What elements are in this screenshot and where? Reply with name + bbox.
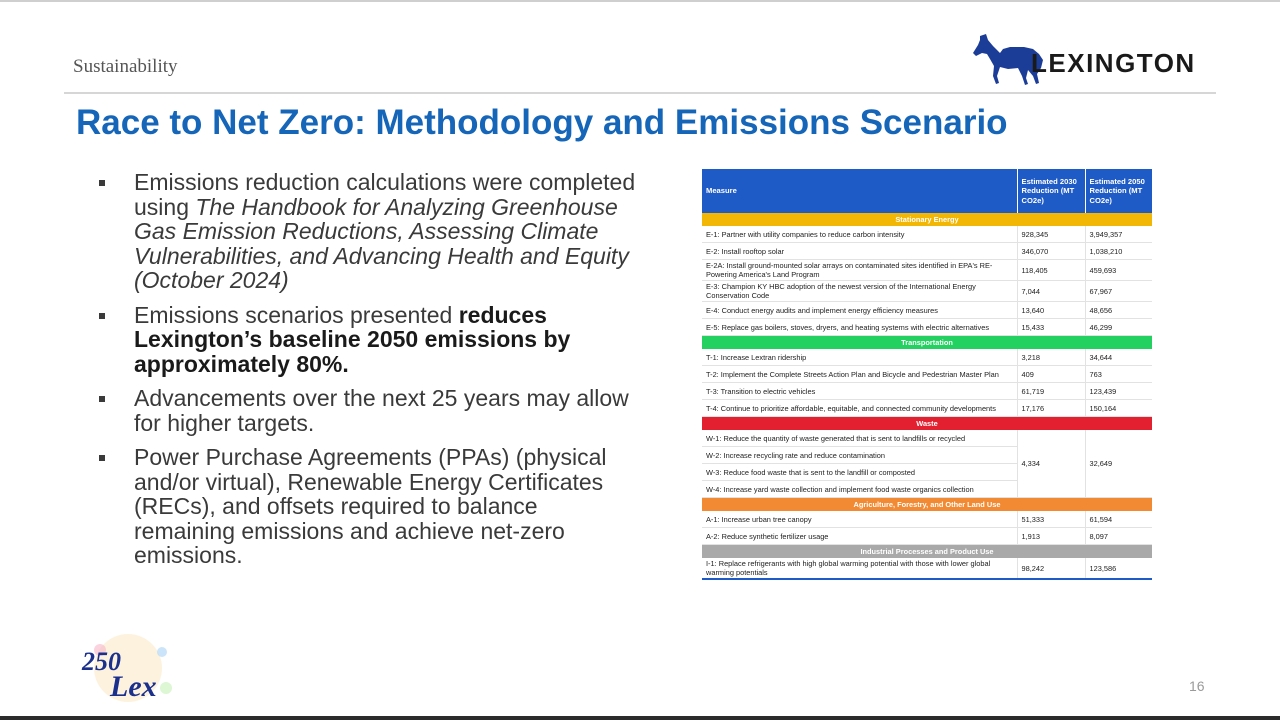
value-2050: 32,649 [1085,430,1152,498]
category-row-ippu [702,545,1152,559]
measure-cell: W-1: Reduce the quantity of waste generated that is sent to landfills or recycled [702,430,1017,447]
category-label: Industrial Processes and Product Use [702,545,1152,559]
value-2030: 3,218 [1017,349,1085,366]
category-row-afolu [702,498,1152,512]
value-2050: 48,656 [1085,302,1152,319]
bullet-icon [99,396,105,402]
measure-cell: W-3: Reduce food waste that is sent to the landfill or composted [702,464,1017,481]
category-label: Transportation [702,336,1152,350]
page-title: Race to Net Zero: Methodology and Emissions Scenario [76,103,1008,142]
bullet-text: Power Purchase Agreements (PPAs) (physical and/or virtual), Renewable Energy Certificates (RECs), and offsets required to balance remaining emissions and achieve net-zero emissions. [134,444,607,568]
table-row [702,349,1152,366]
bullet-icon [99,455,105,461]
value-2050: 459,693 [1085,260,1152,281]
bullet-list [97,170,637,578]
measure-cell: E-4: Conduct energy audits and implement energy efficiency measures [702,302,1017,319]
table-row [702,226,1152,243]
value-2030: 928,345 [1017,226,1085,243]
value-2050: 3,949,357 [1085,226,1152,243]
value-2030: 1,913 [1017,528,1085,545]
category-row-transportation [702,336,1152,350]
bullet-text: Advancements over the next 25 years may allow for higher targets. [134,385,629,436]
table-header-row [702,169,1152,213]
bottom-border [0,716,1280,720]
measure-cell: E-5: Replace gas boilers, stoves, dryers, and heating systems with electric alternatives [702,319,1017,336]
value-2050: 1,038,210 [1085,243,1152,260]
svg-text:Lex: Lex [110,670,157,703]
value-2050: 123,439 [1085,383,1152,400]
value-2030: 13,640 [1017,302,1085,319]
table-row [702,430,1152,447]
table-row [702,319,1152,336]
bullet-text: Emissions reduction calculations were completed using [134,169,636,220]
bullet-emphasis: reduces Lexington’s baseline 2050 emissions by approximately 80%. [134,301,571,377]
value-2030: 51,333 [1017,511,1085,528]
value-2030: 61,719 [1017,383,1085,400]
table-row [702,400,1152,417]
page-number: 16 [1189,678,1205,694]
measure-cell: T-3: Transition to electric vehicles [702,383,1017,400]
value-2030: 98,242 [1017,558,1085,579]
logo-text: LEXINGTON [1031,48,1196,78]
value-2050: 34,644 [1085,349,1152,366]
header-rule [64,92,1216,94]
top-border [0,0,1280,2]
value-2030: 346,070 [1017,243,1085,260]
value-2030: 7,044 [1017,281,1085,302]
measure-cell: W-2: Increase recycling rate and reduce contamination [702,447,1017,464]
bullet-item [97,386,637,435]
bullet-item [97,303,637,377]
table-row [702,366,1152,383]
measure-cell: T-1: Increase Lextran ridership [702,349,1017,366]
measure-cell: A-2: Reduce synthetic fertilizer usage [702,528,1017,545]
anniversary-logo [70,630,186,706]
measures-table [702,169,1152,580]
bullet-item [97,170,637,293]
measure-cell: I-1: Replace refrigerants with high global warming potential with those with lower global warming potentials [702,558,1017,579]
measure-cell: T-4: Continue to prioritize affordable, equitable, and connected community developments [702,400,1017,417]
category-label: Waste [702,417,1152,431]
table-row [702,511,1152,528]
bullet-item [97,445,637,568]
measure-cell: E-1: Partner with utility companies to reduce carbon intensity [702,226,1017,243]
measure-cell: E-2A: Install ground-mounted solar arrays on contaminated sites identified in EPA's RE-Powering America's Land Program [702,260,1017,281]
value-2050: 763 [1085,366,1152,383]
measure-cell: E-2: Install rooftop solar [702,243,1017,260]
measure-cell: A-1: Increase urban tree canopy [702,511,1017,528]
value-2050: 8,097 [1085,528,1152,545]
svg-text:250: 250 [82,647,121,676]
table-row [702,528,1152,545]
measure-cell: E-3: Champion KY HBC adoption of the newest version of the International Energy Conservation Code [702,281,1017,302]
category-row-waste [702,417,1152,431]
table-row [702,383,1152,400]
bullet-text: Emissions scenarios presented [134,301,459,328]
value-2030: 118,405 [1017,260,1085,281]
value-2050: 150,164 [1085,400,1152,417]
handbook-citation: The Handbook for Analyzing Greenhouse Gas Emission Reductions, Assessing Climate Vulnerabilities, and Advancing Health and Equity (October 2024) [134,193,629,293]
value-2050: 61,594 [1085,511,1152,528]
header-measure: Measure [702,169,1017,213]
measure-cell: T-2: Implement the Complete Streets Action Plan and Bicycle and Pedestrian Master Plan [702,366,1017,383]
measure-cell: W-4: Increase yard waste collection and implement food waste organics collection [702,481,1017,498]
table-row [702,243,1152,260]
table-row [702,302,1152,319]
value-2030: 4,334 [1017,430,1085,498]
value-2050: 46,299 [1085,319,1152,336]
section-label: Sustainability [73,56,178,77]
table-row [702,281,1152,302]
table-row [702,558,1152,579]
header-2030: Estimated 2030 Reduction (MT CO2e) [1017,169,1085,213]
table-row [702,260,1152,281]
value-2030: 409 [1017,366,1085,383]
bullet-icon [99,180,105,186]
bullet-icon [99,313,105,319]
category-label: Agriculture, Forestry, and Other Land Use [702,498,1152,512]
category-row-stationary [702,213,1152,226]
header-2050: Estimated 2050 Reduction (MT CO2e) [1085,169,1152,213]
value-2050: 123,586 [1085,558,1152,579]
value-2030: 17,176 [1017,400,1085,417]
value-2050: 67,967 [1085,281,1152,302]
category-label: Stationary Energy [702,213,1152,226]
value-2030: 15,433 [1017,319,1085,336]
